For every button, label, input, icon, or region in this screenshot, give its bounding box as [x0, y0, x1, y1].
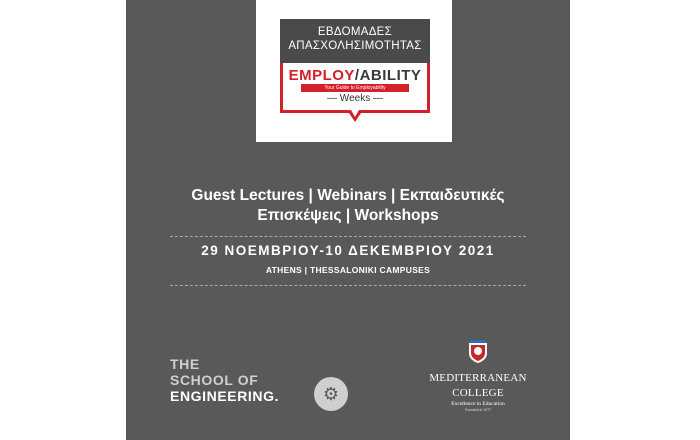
badge-line1: ΕΒΔΟΜΑΔΕΣ [317, 26, 393, 38]
school-line2: SCHOOL OF [170, 372, 259, 388]
gear-icon: ⚙ [314, 377, 348, 411]
poster [126, 0, 570, 440]
school-line3: ENGINEERING. [170, 388, 280, 404]
college-crest-icon [467, 340, 489, 364]
speech-tail-inner [351, 110, 359, 117]
event-dates: 29 ΝΟΕΜΒΡΙΟΥ-10 ΔΕΚΕΜΒΡΙΟΥ 2021 [201, 243, 495, 258]
college-tagline: Excellence in Education [451, 401, 505, 407]
badge-body [280, 63, 430, 113]
wordmark-ability: ABILITY [359, 67, 422, 84]
mediterranean-college-logo [418, 340, 538, 412]
wordmark-employ: EMPLOY [288, 67, 355, 84]
school-of-engineering-logo [170, 356, 279, 404]
employability-logo-box [256, 0, 452, 142]
college-name-1: MEDITERRANEAN [429, 372, 527, 384]
divider-top [170, 236, 526, 237]
school-line1: THE [170, 356, 200, 372]
badge-title [280, 19, 430, 63]
badge-weeks: — Weeks — [327, 93, 383, 104]
campuses: ATHENS | THESSALONIKI CAMPUSES [265, 265, 431, 275]
divider-bottom [170, 285, 526, 286]
college-name-2: COLLEGE [452, 387, 504, 399]
college-founded: Founded in 1977 [464, 408, 492, 412]
headline-line2: Επισκέψεις | Workshops [257, 207, 439, 224]
employability-wordmark [283, 67, 427, 84]
headline [126, 186, 570, 226]
headline-line1: Guest Lectures | Webinars | Εκπαιδευτικές [191, 187, 505, 204]
badge-ribbon: Your Guide to Employability [301, 84, 409, 92]
wordmark-slash: / [354, 67, 360, 84]
badge-line2: ΑΠΑΣΧΟΛΗΣΙΜΟΤΗΤΑΣ [288, 40, 422, 52]
